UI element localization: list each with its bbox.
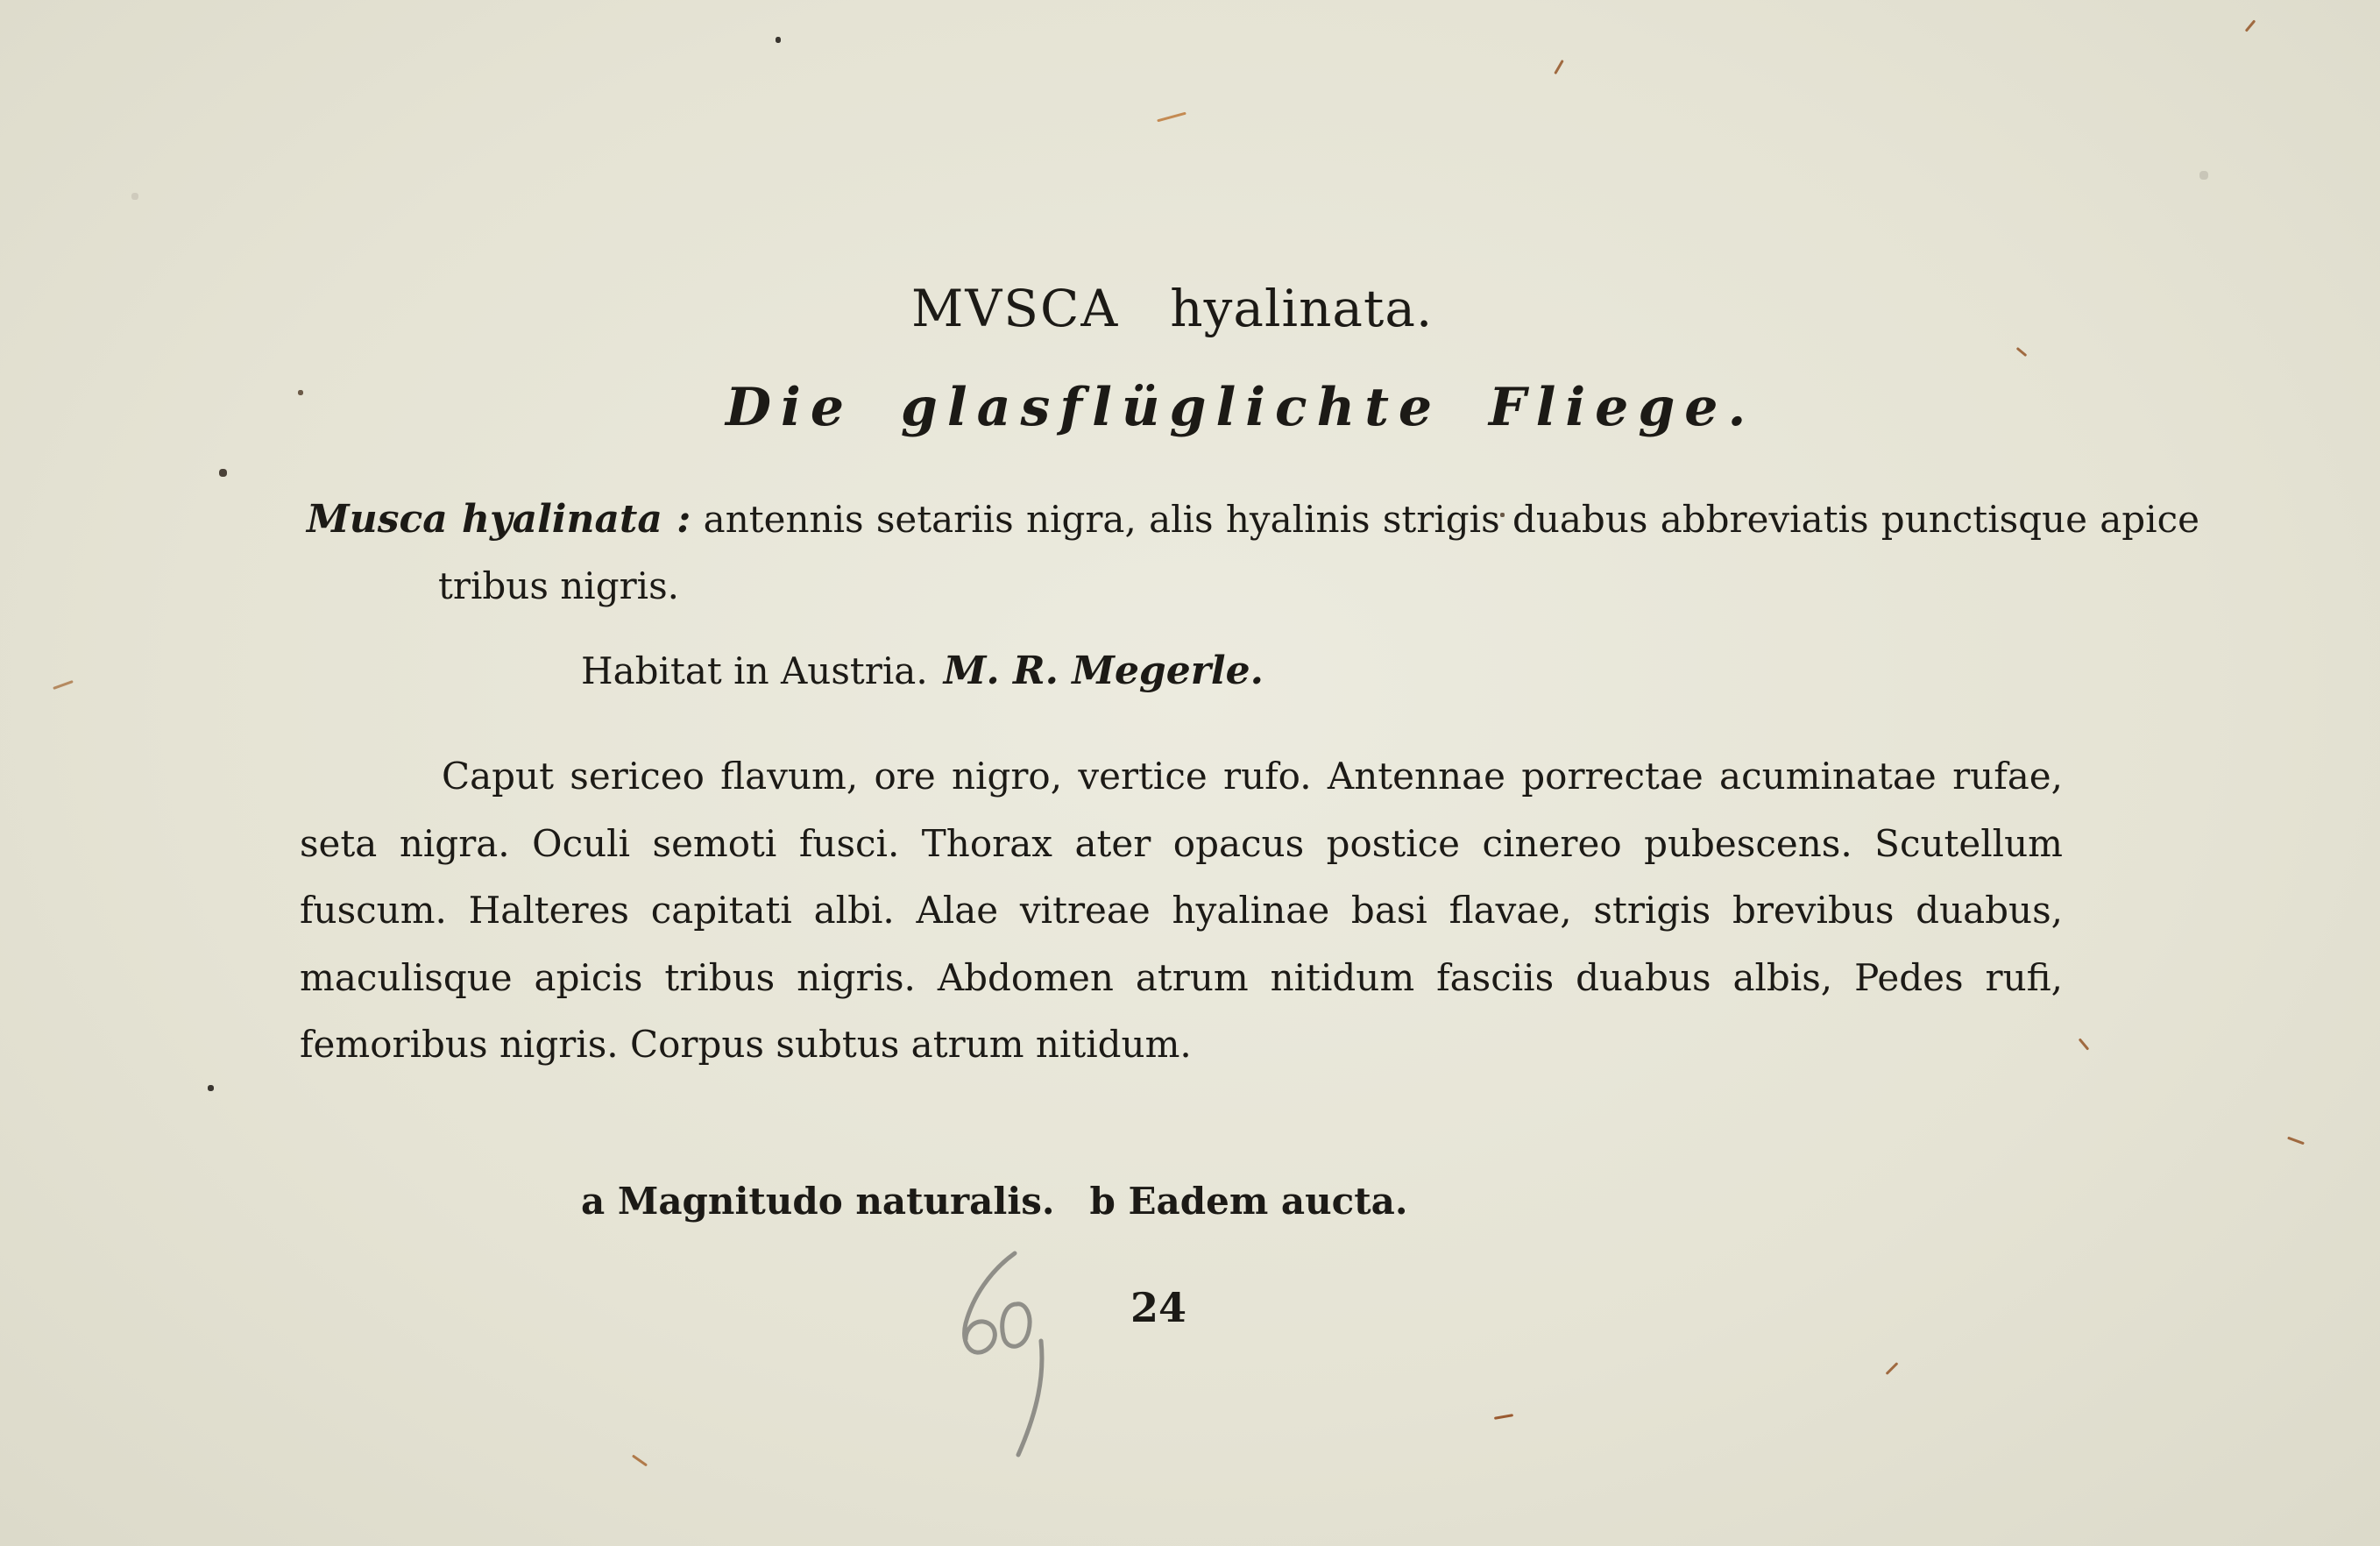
title-species: hyalinata. <box>1170 279 1434 338</box>
paper-speck <box>208 1085 214 1091</box>
habitat-collector: M. R. Megerle. <box>943 649 1264 693</box>
caption-b: b Eadem aucta. <box>1089 1180 1408 1223</box>
figure-caption <box>581 1180 1407 1223</box>
species-diagnosis <box>307 486 2199 620</box>
page-number: 24 <box>1130 1284 1187 1331</box>
caption-a: a Magnitudo naturalis. <box>581 1180 1055 1223</box>
diagnosis-name: Musca hyalinata : <box>307 497 691 542</box>
habitat-text: Habitat in Austria. <box>581 649 928 692</box>
diagnosis-text: antennis setariis nigra, alis hyalinis strigis duabus abbreviatis punctisque apice tribus nigris. <box>438 498 2199 607</box>
species-description: Caput sericeo flavum, ore nigro, vertice rufo. Antennae porrectae acuminatae rufae, seta nigra. Oculi semoti fusci. Thorax ater opacus postice cinereo pubescens. Scutellum fuscum. Halteres capitati albi. Alae vitreae hyalinae basi flavae, strigis brevibus duabus, maculisque apicis tribus nigris. Abdomen atrum nitidum fasciis duabus albis, Pedes rufi, femoribus nigris. Corpus subtus atrum nitidum. <box>300 755 2063 1066</box>
pencil-note-60 <box>929 1236 1060 1464</box>
habitat-line <box>581 649 1264 693</box>
paper-speck <box>776 37 781 43</box>
german-subtitle: Die glasflüglichte Fliege. <box>726 377 1756 438</box>
paper-speck <box>131 193 138 200</box>
paper-speck <box>219 469 227 477</box>
paper-speck <box>298 390 303 395</box>
page-title <box>911 279 1433 338</box>
paper-speck <box>2199 171 2208 180</box>
title-genus: MVSCA <box>911 279 1120 338</box>
